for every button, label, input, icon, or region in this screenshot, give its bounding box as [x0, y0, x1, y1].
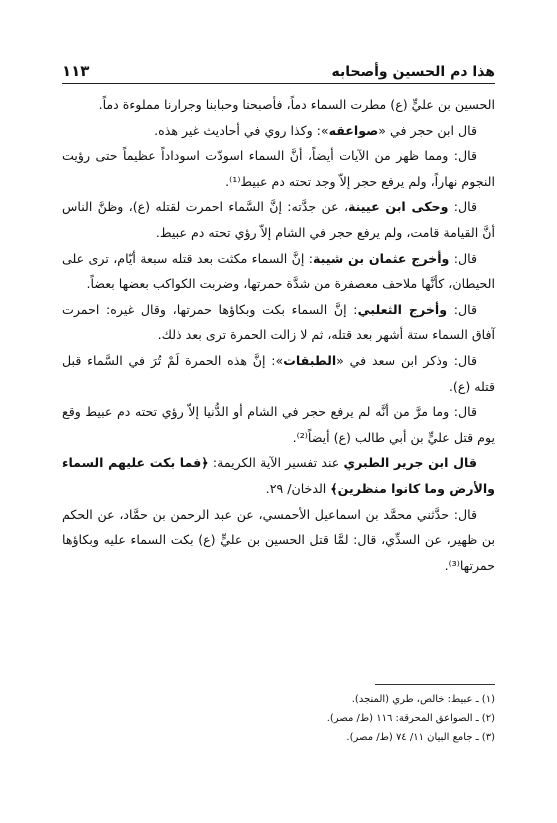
footnote-divider: [375, 684, 495, 685]
paragraph-text: قال: وذكر ابن سعد في «: [336, 352, 477, 368]
paragraph: [62, 399, 495, 450]
footnote: (٢) ـ الصواعق المحرقة: ١١٦ (ط/ مصر).: [326, 713, 495, 724]
page-number: ١١٣: [62, 62, 90, 80]
paragraph: [62, 502, 495, 579]
paragraph: [62, 348, 495, 399]
paragraph-text: قال:: [448, 199, 477, 215]
page-header: [62, 62, 495, 84]
paragraph-text: »: وكذا روي في أحاديث غير هذه.: [154, 122, 329, 138]
paragraph-text: قال: حدَّثني محمَّد بن اسماعيل الأحمسي، عن عبد الرحمن بن حمَّاد، عن الحكم بن ظهير، عن السدِّي، قال: لمَّا قتل الحسين بن عليٍّ (ع) بكت السماء عليه وبكاؤها حمرتها⁽³⁾.: [62, 506, 495, 573]
paragraph-text: ، عن جدَّته: إنَّ السَّماء احمرت لقتله (ع)، وظنَّ الناس أنَّ القيامة قامت، ولم يرفع حجر في الشام إلاّ رؤي تحته دم عبيط.: [62, 199, 495, 240]
source-title: صواعقه: [328, 122, 379, 138]
paragraph: [62, 118, 495, 144]
narrator-name: وأخرج عثمان بن شيبة: [313, 250, 450, 266]
paragraph-text: قال: ومما ظهر من الآيات أيضاً، أنَّ السماء اسودّت اسوداداً عظيماً حتى رؤيت النجوم نهاراً، ولم يرفع حجر إلاّ وجد تحته دم عبيط⁽¹⁾.: [62, 148, 495, 189]
paragraph-text: : إنَّ السماء بكت وبكاؤها حمرتها، وقال غيره: احمرت آفاق السماء ستة أشهر بعد قتله، ثم لا زالت الحمرة ترى بعد ذلك.: [62, 301, 495, 343]
narrator-name: وحكى ابن عيينة: [348, 199, 449, 215]
source-title: الطبقات: [283, 352, 337, 368]
narrator-name: قال ابن جرير الطبري: [343, 455, 477, 471]
paragraph-text: قال ابن حجر في «: [378, 122, 477, 138]
paragraph-text: قال:: [447, 301, 477, 317]
running-title: هذا دم الحسين وأصحابه: [331, 64, 495, 80]
paragraph-text: قال: وما مرَّ من أنَّه لم يرفع حجر في الشام أو الدُّنيا إلاّ رؤي تحته دم عبيط وقع يوم قتل عليٍّ بن أبي طالب (ع) أيضاً⁽²⁾.: [62, 404, 495, 445]
paragraph: [62, 297, 495, 348]
paragraph-text: الدخان/ ٢٩.: [265, 480, 331, 496]
paragraph-text: قال:: [449, 250, 477, 266]
paragraph-text: الحسين بن عليٍّ (ع) مطرت السماء دماً، فأصبحنا وحبابنا وجرارنا مملوءة دماً.: [98, 97, 495, 112]
paragraph: [62, 92, 495, 118]
narrator-name: وأخرج الثعلبي: [357, 301, 448, 317]
paragraph-text: »: إنَّ هذه الحمرة لَمْ تُرَ في السَّماء قبل قتله (ع).: [62, 352, 495, 394]
body-text: [62, 92, 495, 578]
paragraph: [62, 194, 495, 245]
paragraph: [62, 450, 495, 501]
footnote: (٣) ـ جامع البيان ١١/ ٧٤ (ط/ مصر).: [346, 732, 495, 743]
quran-verse: ﴿فما بكت عليهم السماء والأرض وما كانوا منظرين﴾: [62, 455, 495, 496]
paragraph: [62, 246, 495, 297]
footnotes: [62, 690, 495, 747]
footnote: (١) ـ عبيط: خالص، طري (المنجد).: [351, 694, 495, 705]
paragraph-text: عند تفسير الآية الكريمة:: [208, 455, 344, 471]
paragraph: [62, 143, 495, 194]
paragraph-text: : إنَّ السماء مكثت بعد قتله سبعة أيّام، ترى على الحيطان، كأنَّها ملاحف معصفرة من شدَّة حمرتها، وضربت الكواكب بعضها بعضاً.: [62, 250, 495, 292]
